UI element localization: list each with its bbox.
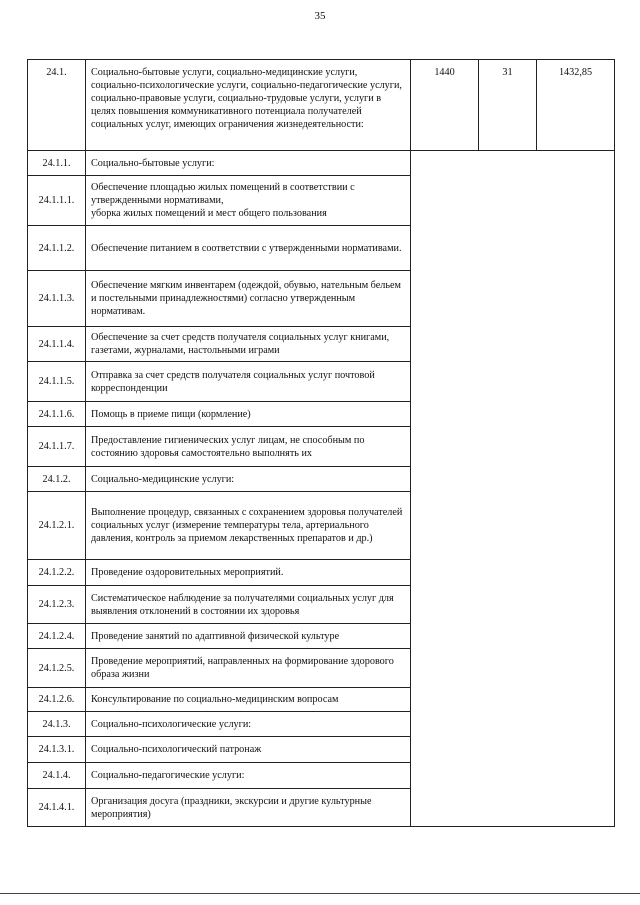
row-description: Социально-бытовые услуги, социально-медицинские услуги, социально-психологические услуги, социально-педагогические услуги, социально-правовые услуги, социально-трудовые услуги, услуги в целях повышения коммуникативного потенциала получателей социальных услуг, имеющих ограничения жизнедеятельности: bbox=[86, 60, 411, 151]
row-code: 24.1.1.2. bbox=[28, 226, 86, 271]
row-code: 24.1.1.4. bbox=[28, 327, 86, 362]
row-code: 24.1.2. bbox=[28, 467, 86, 492]
table-row bbox=[28, 151, 615, 176]
row-description: Социально-медицинские услуги: bbox=[86, 467, 411, 492]
row-description: Помощь в приеме пищи (кормление) bbox=[86, 402, 411, 427]
row-code: 24.1.1.7. bbox=[28, 427, 86, 467]
page-bottom-rule bbox=[0, 893, 640, 894]
row-description: Отправка за счет средств получателя социальных услуг почтовой корреспонденции bbox=[86, 362, 411, 402]
row-code: 24.1.2.1. bbox=[28, 492, 86, 560]
row-code: 24.1.2.6. bbox=[28, 688, 86, 712]
row-description bbox=[86, 176, 411, 226]
value-cell-3: 1432,85 bbox=[537, 60, 615, 151]
row-description: Систематическое наблюдение за получателями социальных услуг для выявления отклонений в состоянии их здоровья bbox=[86, 586, 411, 624]
row-description: Обеспечение за счет средств получателя социальных услуг книгами, газетами, журналами, настольными играми bbox=[86, 327, 411, 362]
value-cell-2: 31 bbox=[479, 60, 537, 151]
row-code: 24.1.1.6. bbox=[28, 402, 86, 427]
row-description: Социально-педагогические услуги: bbox=[86, 763, 411, 789]
row-description: Предоставление гигиенических услуг лицам, не способным по состоянию здоровья самостоятельно выполнять их bbox=[86, 427, 411, 467]
row-code: 24.1.4. bbox=[28, 763, 86, 789]
row-code: 24.1.1.1. bbox=[28, 176, 86, 226]
row-code: 24.1.4.1. bbox=[28, 789, 86, 827]
row-code: 24.1.1.3. bbox=[28, 271, 86, 327]
row-code: 24.1.3.1. bbox=[28, 737, 86, 763]
row-code: 24.1. bbox=[28, 60, 86, 151]
row-description: Социально-психологические услуги: bbox=[86, 712, 411, 737]
row-description: Обеспечение мягким инвентарем (одеждой, обувью, нательным бельем и постельными принадлежностями) согласно утвержденным нормативам. bbox=[86, 271, 411, 327]
row-code: 24.1.3. bbox=[28, 712, 86, 737]
row-code: 24.1.2.4. bbox=[28, 624, 86, 649]
row-description: Социально-психологический патронаж bbox=[86, 737, 411, 763]
row-code: 24.1.1. bbox=[28, 151, 86, 176]
row-code: 24.1.2.5. bbox=[28, 649, 86, 688]
value-cell-1: 1440 bbox=[411, 60, 479, 151]
row-code: 24.1.1.5. bbox=[28, 362, 86, 402]
table-row bbox=[28, 60, 615, 151]
row-description: Социально-бытовые услуги: bbox=[86, 151, 411, 176]
row-code: 24.1.2.2. bbox=[28, 560, 86, 586]
row-description: Консультирование по социально-медицинским вопросам bbox=[86, 688, 411, 712]
row-description-line: уборка жилых помещений и мест общего пользования bbox=[91, 208, 327, 219]
row-description: Обеспечение питанием в соответствии с утвержденными нормативами. bbox=[86, 226, 411, 271]
services-table bbox=[27, 59, 615, 827]
empty-values-area bbox=[411, 151, 615, 827]
row-description-line: Обеспечение площадью жилых помещений в соответствии с утвержденными нормативами, bbox=[91, 182, 355, 206]
row-description: Выполнение процедур, связанных с сохранением здоровья получателей социальных услуг (измерение температуры тела, артериального давления, контроль за приемом лекарственных препаратов и др.) bbox=[86, 492, 411, 560]
page-number: 35 bbox=[314, 10, 326, 22]
row-code: 24.1.2.3. bbox=[28, 586, 86, 624]
row-description: Проведение оздоровительных мероприятий. bbox=[86, 560, 411, 586]
row-description: Проведение мероприятий, направленных на формирование здорового образа жизни bbox=[86, 649, 411, 688]
row-description: Организация досуга (праздники, экскурсии и другие культурные мероприятия) bbox=[86, 789, 411, 827]
row-description: Проведение занятий по адаптивной физической культуре bbox=[86, 624, 411, 649]
